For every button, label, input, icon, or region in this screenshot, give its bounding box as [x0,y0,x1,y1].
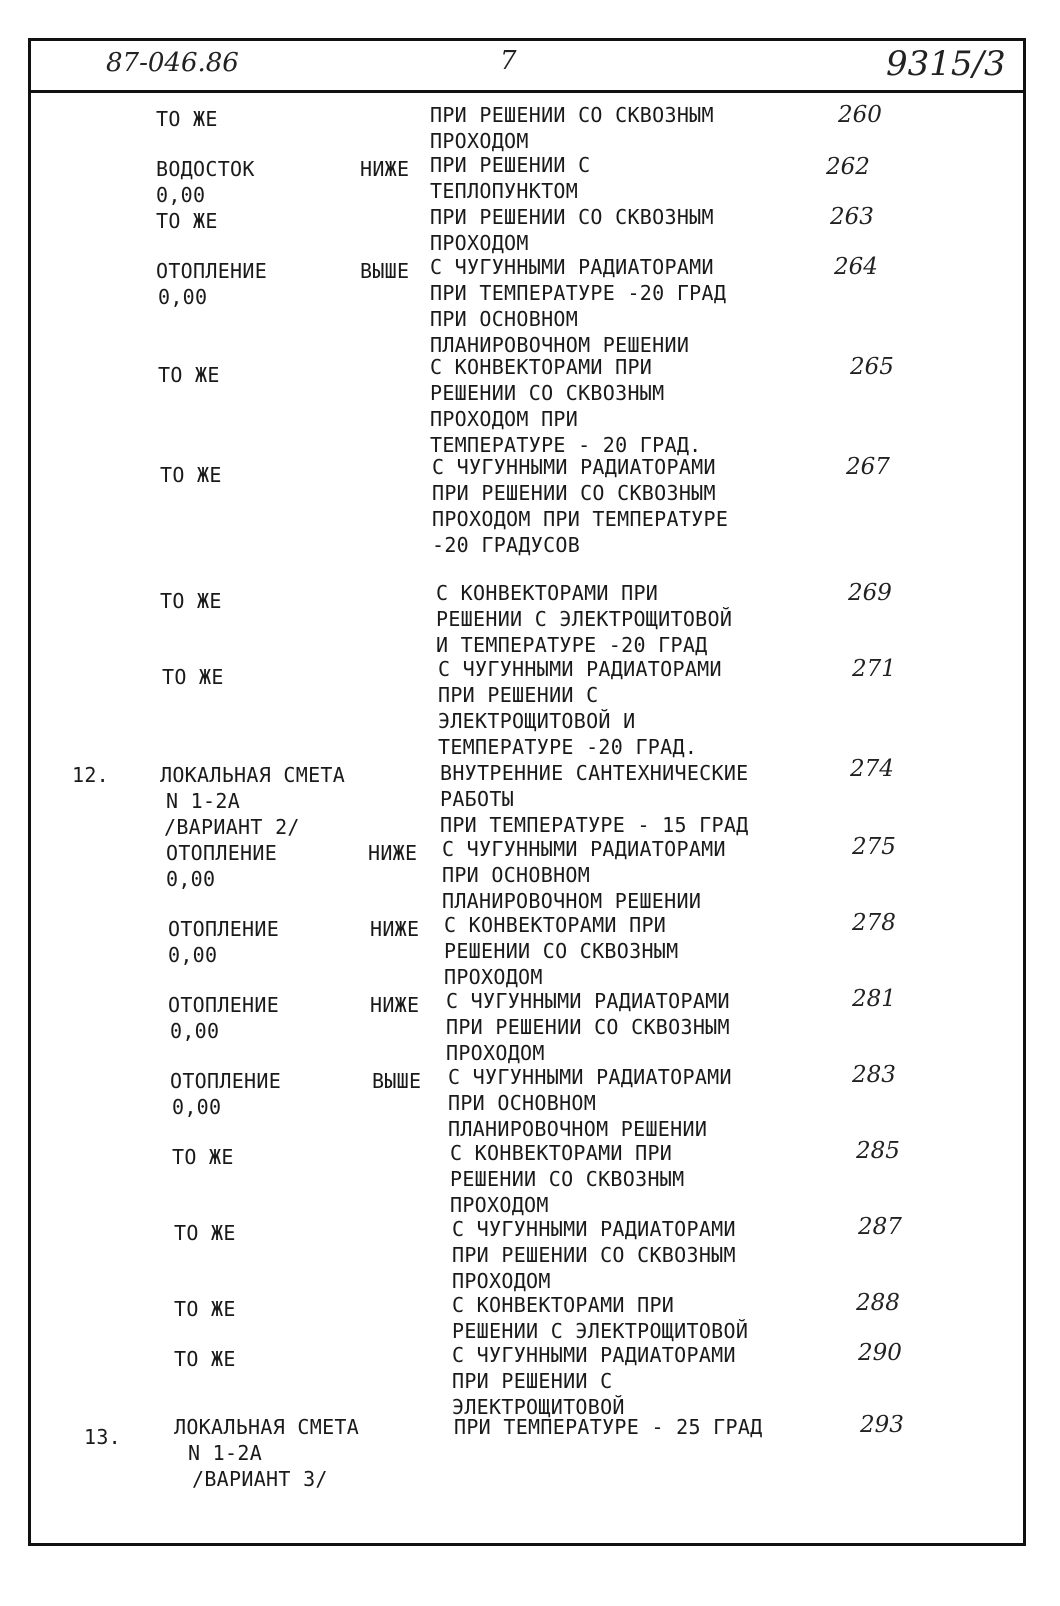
section-title: ЛОКАЛЬНАЯ СМЕТА [174,1415,360,1439]
entry-left-label: ВОДОСТОК [156,157,255,181]
entry-description: И ТЕМПЕРАТУРЕ -20 ГРАД [436,633,708,657]
entry-description: С ЧУГУННЫМИ РАДИАТОРАМИ [438,657,722,681]
entry-description: ТЕПЛОПУНКТОМ [430,179,579,203]
entry-description: ПРОХОДОМ [452,1269,551,1293]
entry-left-label: ТО ЖЕ [156,107,218,131]
entry-description: ПРОХОДОМ ПРИ ТЕМПЕРАТУРЕ [432,507,729,531]
entry-left-label: ТО ЖЕ [174,1221,236,1245]
entry-left-label: ТО ЖЕ [162,665,224,689]
entry-description: ТЕМПЕРАТУРЕ -20 ГРАД. [438,735,698,759]
entry-description: ПРИ РЕШЕНИИ СО СКВОЗНЫМ [430,205,714,229]
entry-left-label: 0,00 [172,1095,222,1119]
entry-description: С ЧУГУННЫМИ РАДИАТОРАМИ [446,989,730,1013]
entry-page-number: 265 [850,354,894,380]
entry-description: ПЛАНИРОВОЧНОМ РЕШЕНИИ [430,333,690,357]
entry-left-qualifier: НИЖЕ [360,157,410,181]
entry-description: РЕШЕНИИ СО СКВОЗНЫМ [450,1167,685,1191]
entry-description: РЕШЕНИИ С ЭЛЕКТРОЩИТОВОЙ [436,607,733,631]
entry-left-label: ТО ЖЕ [160,589,222,613]
entry-description: С ЧУГУННЫМИ РАДИАТОРАМИ [442,837,726,861]
entry-description: ПЛАНИРОВОЧНОМ РЕШЕНИИ [442,889,702,913]
entry-page-number: 285 [856,1138,900,1164]
entry-description: С КОНВЕКТОРАМИ ПРИ [452,1293,675,1317]
entry-description: ПРИ РЕШЕНИИ С [430,153,591,177]
entry-description: С КОНВЕКТОРАМИ ПРИ [436,581,659,605]
section-title: ЛОКАЛЬНАЯ СМЕТА [160,763,346,787]
entry-description: ПРОХОДОМ [446,1041,545,1065]
entry-left-label: ТО ЖЕ [158,363,220,387]
entry-page-number: 274 [850,756,894,782]
entry-left-label: ТО ЖЕ [174,1297,236,1321]
section-number: 12. [72,763,110,787]
entry-left-label: ТО ЖЕ [156,209,218,233]
entry-left-label: ТО ЖЕ [172,1145,234,1169]
entry-page-number: 278 [852,910,896,936]
entry-page-number: 275 [852,834,896,860]
entry-description: ПРИ РЕШЕНИИ СО СКВОЗНЫМ [430,103,714,127]
entry-description: ПРОХОДОМ [430,129,529,153]
entry-description: ПРОХОДОМ [444,965,543,989]
entry-left-label: ОТОПЛЕНИЕ [168,917,280,941]
entry-description: ПРИ ТЕМПЕРАТУРЕ - 25 ГРАД [454,1415,763,1439]
entry-page-number: 262 [826,154,870,180]
entry-description: РЕШЕНИИ С ЭЛЕКТРОЩИТОВОЙ [452,1319,749,1343]
entry-left-qualifier: НИЖЕ [368,841,418,865]
section-title: N 1-2А [188,1441,263,1465]
entry-description: С ЧУГУННЫМИ РАДИАТОРАМИ [452,1217,736,1241]
entry-page-number: 283 [852,1062,896,1088]
entry-left-label: ТО ЖЕ [160,463,222,487]
entry-left-qualifier: ВЫШЕ [360,259,410,283]
entry-page-number: 271 [852,656,896,682]
entry-left-label: ОТОПЛЕНИЕ [166,841,278,865]
entry-description: ПРИ ОСНОВНОМ [442,863,591,887]
entry-left-label: ОТОПЛЕНИЕ [168,993,280,1017]
entry-page-number: 267 [846,454,890,480]
page-number: 7 [500,46,517,76]
entry-description: ЭЛЕКТРОЩИТОВОЙ И [438,709,636,733]
entry-description: ПРОХОДОМ [430,231,529,255]
entry-description: РЕШЕНИИ СО СКВОЗНЫМ [444,939,679,963]
entry-description: ПРОХОДОМ [450,1193,549,1217]
entry-left-label: ТО ЖЕ [174,1347,236,1371]
entry-description: С КОНВЕКТОРАМИ ПРИ [450,1141,673,1165]
entry-description: ВНУТРЕННИЕ САНТЕХНИЧЕСКИЕ [440,761,749,785]
entry-left-label: 0,00 [158,285,208,309]
entry-left-label: 0,00 [166,867,216,891]
entry-page-number: 290 [858,1340,902,1366]
entry-description: ПРИ РЕШЕНИИ СО СКВОЗНЫМ [452,1243,736,1267]
entry-page-number: 269 [848,580,892,606]
entry-description: ПРОХОДОМ ПРИ [430,407,579,431]
entry-description: ПРИ ТЕМПЕРАТУРЕ -20 ГРАД [430,281,727,305]
entry-page-number: 288 [856,1290,900,1316]
section-title: N 1-2А [166,789,241,813]
entry-description: С ЧУГУННЫМИ РАДИАТОРАМИ [432,455,716,479]
entry-page-number: 260 [838,102,882,128]
entry-description: ПРИ РЕШЕНИИ СО СКВОЗНЫМ [446,1015,730,1039]
entry-description: С ЧУГУННЫМИ РАДИАТОРАМИ [452,1343,736,1367]
entry-description: С КОНВЕКТОРАМИ ПРИ [430,355,653,379]
section-title: /ВАРИАНТ 3/ [192,1467,328,1491]
header-divider [28,90,1026,93]
entry-description: ТЕМПЕРАТУРЕ - 20 ГРАД. [430,433,702,457]
entry-description: ПРИ ТЕМПЕРАТУРЕ - 15 ГРАД [440,813,749,837]
entry-left-label: ОТОПЛЕНИЕ [156,259,268,283]
entry-description: -20 ГРАДУСОВ [432,533,581,557]
entry-description: РАБОТЫ [440,787,515,811]
entry-left-label: 0,00 [168,943,218,967]
entry-page-number: 281 [852,986,896,1012]
section-number: 13. [84,1425,122,1449]
entry-left-qualifier: НИЖЕ [370,917,420,941]
entry-left-label: ОТОПЛЕНИЕ [170,1069,282,1093]
entry-description: ПРИ РЕШЕНИИ С [438,683,599,707]
entry-description: ПРИ РЕШЕНИИ СО СКВОЗНЫМ [432,481,716,505]
entry-page-number: 263 [830,204,874,230]
entry-description: С ЧУГУННЫМИ РАДИАТОРАМИ [430,255,714,279]
section-title: /ВАРИАНТ 2/ [164,815,300,839]
entry-description: ЭЛЕКТРОЩИТОВОЙ [452,1395,625,1419]
entry-page-number: 293 [860,1412,904,1438]
entry-description: ПРИ ОСНОВНОМ [430,307,579,331]
entry-description: С КОНВЕКТОРАМИ ПРИ [444,913,667,937]
entry-left-label: 0,00 [170,1019,220,1043]
entry-description: ПРИ РЕШЕНИИ С [452,1369,613,1393]
entry-left-label: 0,00 [156,183,206,207]
sheet-code: 9315/3 [886,44,1006,84]
entry-left-qualifier: ВЫШЕ [372,1069,422,1093]
entry-page-number: 264 [834,254,878,280]
entry-description: С ЧУГУННЫМИ РАДИАТОРАМИ [448,1065,732,1089]
entry-description: ПРИ ОСНОВНОМ [448,1091,597,1115]
entry-page-number: 287 [858,1214,902,1240]
entry-left-qualifier: НИЖЕ [370,993,420,1017]
document-code: 87-046.86 [106,48,239,78]
entry-description: РЕШЕНИИ СО СКВОЗНЫМ [430,381,665,405]
entry-description: ПЛАНИРОВОЧНОМ РЕШЕНИИ [448,1117,708,1141]
